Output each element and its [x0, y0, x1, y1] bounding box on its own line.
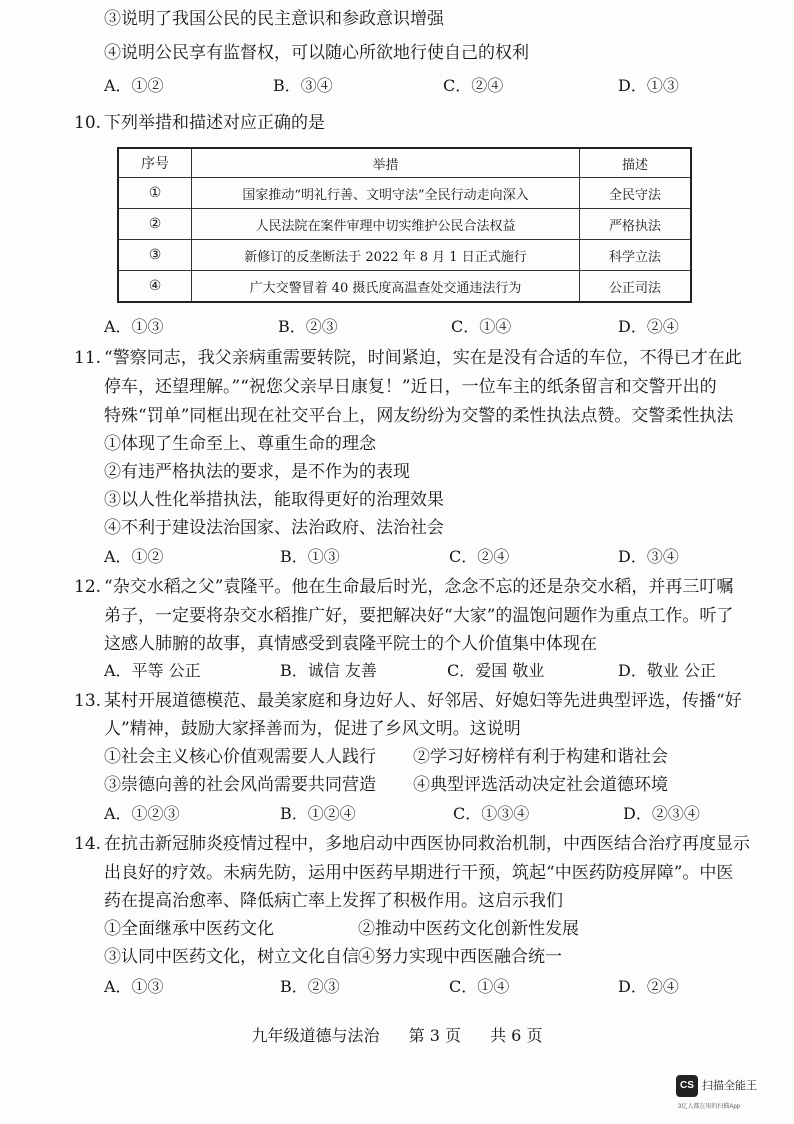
question-11-item-1: ①体现了生命至上、尊重生命的理念 — [104, 434, 376, 454]
question-14-line-1: 在抗击新冠肺炎疫情过程中，多地启动中西医协同救治机制，中西医结合治疗再度显示 — [104, 834, 750, 854]
answer-c: C．①④ — [449, 977, 510, 996]
row-measure: 人民法院在案件审理中切实维护公民合法权益 — [192, 209, 580, 240]
answer-a: A．①②③ — [104, 804, 180, 823]
answer-a: A．①② — [104, 547, 164, 566]
header-measure: 举措 — [192, 148, 580, 178]
question-12-line-1: “杂交水稻之父”袁隆平。他在生命最后时光，念念不忘的还是杂交水稻，并再三叮嘱 — [104, 577, 734, 597]
row-measure: 广大交警冒着 40 摄氏度高温查处交通违法行为 — [192, 271, 580, 303]
row-no: ③ — [118, 240, 192, 271]
answer-c: C．爱国 敬业 — [447, 661, 545, 680]
row-measure: 新修订的反垄断法于 2022 年 8 月 1 日正式施行 — [192, 240, 580, 271]
question-13-item-3: ③崇德向善的社会风尚需要共同营造 — [104, 775, 376, 795]
row-no: ① — [118, 178, 192, 209]
table-row — [118, 178, 691, 209]
table-header-row — [118, 148, 691, 178]
page-footer — [0, 1025, 794, 1047]
answer-c: C．②④ — [449, 547, 510, 566]
answer-b: B．③④ — [273, 76, 333, 95]
question-12-line-2: 弟子，一定要将杂交水稻推广好，要把解决好“大家”的温饱问题作为重点工作。听了 — [104, 606, 734, 626]
question-11-item-3: ③以人性化举措执法，能取得更好的治理效果 — [104, 490, 444, 510]
option-line-4: ④说明公民享有监督权，可以随心所欲地行使自己的权利 — [104, 43, 529, 63]
answer-b: B．②③ — [278, 317, 338, 336]
question-13-item-1: ①社会主义核心价值观需要人人践行 — [104, 747, 376, 767]
answer-a: A．①② — [104, 76, 164, 95]
answer-c: C．①④ — [451, 317, 512, 336]
option-line-3: ③说明了我国公民的民主意识和参政意识增强 — [104, 9, 444, 29]
question-11-line-3: 特殊“罚单”同框出现在社交平台上，网友纷纷为交警的柔性执法点赞。交警柔性执法 — [104, 406, 734, 426]
answer-d: D．②④ — [618, 317, 679, 336]
question-10-stem: 下列举措和描述对应正确的是 — [104, 113, 325, 133]
answer-c: C．①③④ — [453, 804, 530, 823]
row-no: ④ — [118, 271, 192, 303]
header-desc: 描述 — [580, 148, 692, 178]
question-14-item-3: ③认同中医药文化，树立文化自信 — [104, 947, 359, 967]
question-number-13: 13. — [74, 691, 102, 711]
row-desc: 公正司法 — [580, 271, 692, 303]
answer-b: B．①③ — [280, 547, 340, 566]
answer-d: D．②④ — [618, 977, 679, 996]
row-desc: 严格执法 — [580, 209, 692, 240]
watermark-name: 扫描全能王 — [702, 1080, 757, 1092]
header-no: 序号 — [118, 148, 192, 178]
answer-a: A．①③ — [104, 317, 164, 336]
camscanner-logo-icon: CS — [676, 1075, 698, 1097]
answer-b: B．②③ — [280, 977, 340, 996]
answer-a: A．平等 公正 — [104, 661, 201, 680]
footer-page-number: 第 3 页 — [408, 1026, 461, 1045]
question-14-line-3: 药在提高治愈率、降低病亡率上发挥了积极作用。这启示我们 — [104, 891, 563, 911]
footer-subject: 九年级道德与法治 — [251, 1026, 380, 1045]
question-14-item-2: ②推动中医药文化创新性发展 — [358, 919, 579, 939]
row-desc: 全民守法 — [580, 178, 692, 209]
table-row — [118, 240, 691, 271]
question-12-line-3: 这感人肺腑的故事，真情感受到袁隆平院士的个人价值集中体现在 — [104, 634, 597, 654]
row-no: ② — [118, 209, 192, 240]
table-row — [118, 209, 691, 240]
question-14-item-1: ①全面继承中医药文化 — [104, 919, 274, 939]
question-14-item-4: ④努力实现中西医融合统一 — [358, 947, 562, 967]
answer-d: D．③④ — [618, 547, 679, 566]
question-number-12: 12. — [74, 577, 102, 597]
question-11-item-4: ④不利于建设法治国家、法治政府、法治社会 — [104, 518, 444, 538]
question-11-line-2: 停车，还望理解。”“祝您父亲早日康复！”近日，一位车主的纸条留言和交警开出的 — [104, 377, 717, 397]
scanner-watermark — [676, 1075, 786, 1111]
answer-b: B．①②④ — [280, 804, 356, 823]
question-14-line-2: 出良好的疗效。未病先防，运用中医药早期进行干预，筑起“中医药防疫屏障”。中医 — [104, 863, 734, 883]
question-13-item-4: ④典型评选活动决定社会道德环境 — [413, 775, 668, 795]
measures-table — [117, 147, 692, 303]
watermark-subtitle: 3亿人都在用的扫描App — [678, 1104, 741, 1110]
answer-c: C．②④ — [443, 76, 504, 95]
answer-d: D．①③ — [618, 76, 679, 95]
table-row — [118, 271, 691, 303]
answer-a: A．①③ — [104, 977, 164, 996]
question-number-10: 10. — [74, 113, 102, 133]
answer-d: D．②③④ — [623, 804, 700, 823]
row-measure: 国家推动“明礼行善、文明守法”全民行动走向深入 — [192, 178, 580, 209]
question-11-line-1: “警察同志，我父亲病重需要转院，时间紧迫，实在是没有合适的车位，不得已才在此 — [104, 348, 742, 368]
row-desc: 科学立法 — [580, 240, 692, 271]
question-number-11: 11. — [74, 348, 102, 368]
question-13-item-2: ②学习好榜样有利于构建和谐社会 — [413, 747, 668, 767]
question-13-line-1: 某村开展道德模范、最美家庭和身边好人、好邻居、好媳妇等先进典型评选，传播“好 — [104, 691, 742, 711]
answer-d: D．敬业 公正 — [618, 661, 716, 680]
footer-total-pages: 共 6 页 — [490, 1026, 543, 1045]
answer-b: B．诚信 友善 — [280, 661, 377, 680]
question-number-14: 14. — [74, 834, 102, 854]
question-11-item-2: ②有违严格执法的要求，是不作为的表现 — [104, 462, 410, 482]
question-13-line-2: 人”精神，鼓励大家择善而为，促进了乡风文明。这说明 — [104, 719, 521, 739]
